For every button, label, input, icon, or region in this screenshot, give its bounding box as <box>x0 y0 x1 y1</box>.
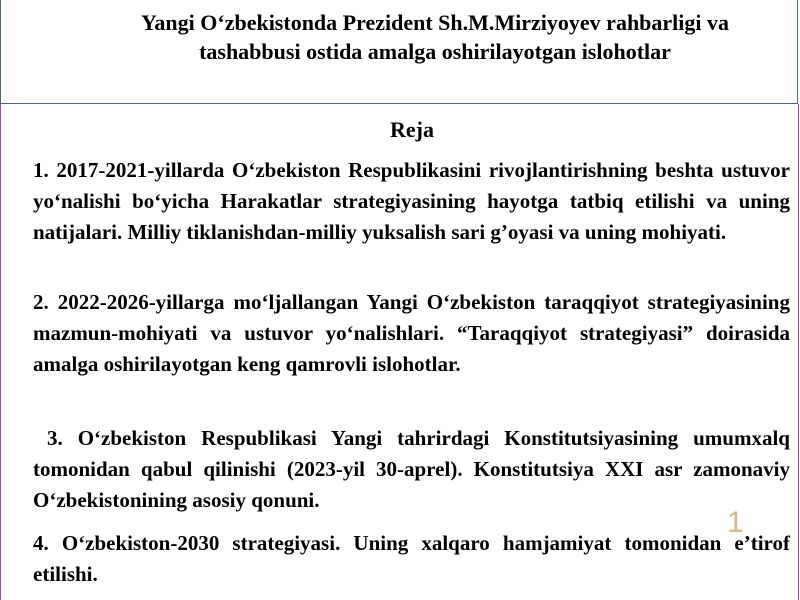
plan-heading: Reja <box>390 117 434 142</box>
slide-number: 1 <box>727 506 744 539</box>
plan-item-1: 1. 2017-2021-yillarda O‘zbekiston Respublikasini rivojlantirishning beshta ustuvor yo‘nalishi bo‘yicha Harakatlar strategiyasining hayotga tatbiq etilishi va uning natijalari. Milliy tiklanishdan-milliy yuksalish sari g’oyasi va uning mohiyati. <box>33 158 790 244</box>
right-border-line <box>798 104 799 600</box>
title-box <box>0 0 798 104</box>
plan-item-3: 3. O‘zbekiston Respublikasi Yangi tahrirdagi Konstitutsiyasining umumxalq tomonidan qabul qilinishi (2023-yil 30-aprel). Konstitutsiya XXI asr zamonaviy O‘zbekistonining asosiy qonuni. <box>33 426 790 512</box>
slide-title: Yangi O‘zbekistonda Prezident Sh.M.Mirziyoyev rahbarligi va tashabbusi ostida amalga oshirilayotgan islohotlar <box>140 10 730 64</box>
left-border-line <box>0 104 1 600</box>
plan-item-4: 4. O‘zbekiston-2030 strategiyasi. Uning xalqaro hamjamiyat tomonidan e’tirof etilishi. <box>33 531 790 586</box>
plan-item-2: 2. 2022-2026-yillarga mo‘ljallangan Yangi O‘zbekiston taraqqiyot strategiyasining mazmun-mohiyati va ustuvor yo‘nalishlari. “Taraqqiyot strategiyasi” doirasida amalga oshirilayotgan keng qamrovli islohotlar. <box>33 290 790 376</box>
